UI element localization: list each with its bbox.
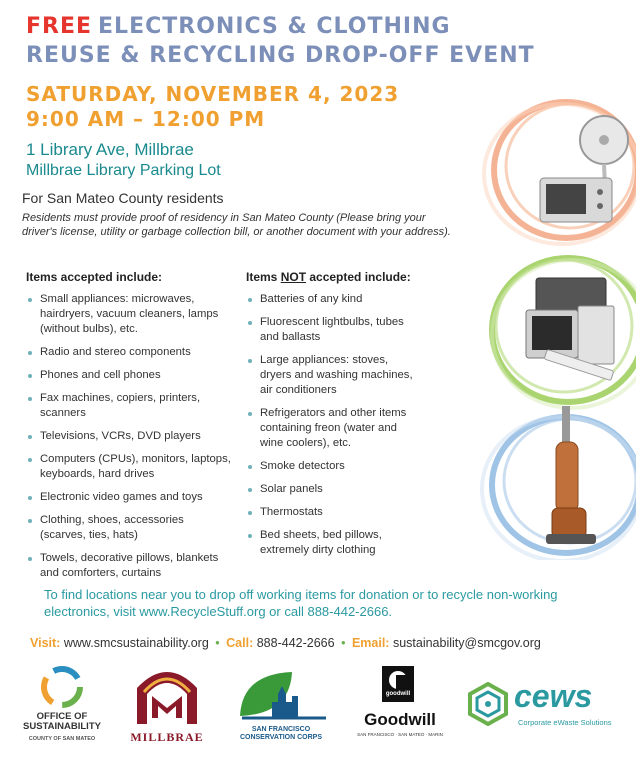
list-item [26,368,232,383]
goodwill-subtext: SAN FRANCISCO · SAN MATEO · MARIN [357,732,443,737]
bullet-icon [28,458,32,462]
toaster-oven-icon [540,178,612,222]
list-item [26,429,232,444]
list-item [246,528,422,558]
list-item-text: Electronic video games and toys [40,491,203,503]
event-address: 1 Library Ave, Millbrae [26,140,194,159]
accepted-column [26,270,232,589]
sustainability-logo-line2: SUSTAINABILITY [23,721,101,732]
event-date: SATURDAY, NOVEMBER 4, 2023 [26,82,400,106]
bullet-icon [248,412,252,416]
separator-dot: • [341,636,346,650]
decorative-rings-illustration [466,60,636,560]
bullet-icon [28,519,32,523]
sf-conservation-corps-logo [224,668,338,750]
visit-label: Visit: [30,636,61,650]
sustainability-swirl-icon [32,664,92,710]
not-accepted-list [246,292,422,558]
list-item-text: Fluorescent lightbulbs, tubes and ballasts [260,316,404,343]
list-item-text: Smoke detectors [260,460,345,472]
email-link[interactable]: sustainability@smcgov.org [392,636,541,650]
list-item-text: Televisions, VCRs, DVD players [40,430,201,442]
separator-dot: • [215,636,220,650]
bullet-icon [28,397,32,401]
not-accepted-column [246,270,422,566]
bullet-icon [248,298,252,302]
title-line-1-rest: ELECTRONICS & CLOTHING [98,14,451,39]
millbrae-logo [124,662,210,752]
list-item [26,292,232,337]
list-item-text: Small appliances: microwaves, hairdryers, vacuum cleaners, lamps (without bulbs), etc. [40,293,219,335]
sfcc-logo-line2: CONSERVATION CORPS [239,734,323,741]
bullet-icon [28,374,32,378]
accepted-heading: Items accepted include: [26,270,163,284]
event-place: Millbrae Library Parking Lot [26,162,221,179]
list-item-text: Radio and stereo components [40,346,191,358]
find-locations-text: To find locations near you to drop off working items for donation or to recycle non-working electronics, visit www.RecycleStuff.org or call 888-442-2666. [44,587,558,619]
list-item [26,513,232,543]
goodwill-face-icon [382,666,414,702]
bullet-icon [28,496,32,500]
list-item [26,551,232,581]
list-item-text: Large appliances: stoves, dryers and washing machines, air conditioners [260,354,413,396]
call-label: Call: [226,636,254,650]
list-item-text: Fax machines, copiers, printers, scanners [40,392,201,419]
call-number[interactable]: 888-442-2666 [256,636,335,650]
bullet-icon [28,351,32,355]
residency-note: Residents must provide proof of residency in San Mateo County (Please bring your driver's license, utility or garbage collection bill, or another document with your address). [22,212,451,238]
accepted-list [26,292,232,581]
list-item-text: Thermostats [260,506,323,518]
office-of-sustainability-logo [14,664,110,750]
bullet-icon [248,488,252,492]
vacuum-cleaner-icon [546,406,596,544]
not-accepted-heading-pre: Items [246,270,281,284]
list-item [246,459,422,474]
list-item [26,490,232,505]
goodwill-small-text: goodwill [385,691,411,697]
sustainability-logo-line3: COUNTY OF SAN MATEO [28,736,96,742]
title-line-2: REUSE & RECYCLING DROP-OFF EVENT [26,43,535,68]
list-item-text: Towels, decorative pillows, blankets and comforters, curtains [40,552,219,579]
bullet-icon [248,359,252,363]
not-accepted-heading-not: NOT [280,270,307,284]
sfcc-leaf-skyline-icon [232,668,332,722]
sfcc-logo-line1: SAN FRANCISCO [251,726,311,733]
residency-heading: For San Mateo County residents [22,190,224,206]
bullet-icon [248,534,252,538]
list-item-text: Bed sheets, bed pillows, extremely dirty clothing [260,529,382,556]
event-time: 9:00 AM – 12:00 PM [26,107,266,131]
sustainability-logo-line1: OFFICE OF [36,711,88,722]
email-label: Email: [351,636,390,650]
list-item [246,353,422,398]
not-accepted-heading [246,270,422,284]
bullet-icon [28,435,32,439]
list-item [26,391,232,421]
goodwill-logo-text: Goodwill [364,710,436,729]
computer-pile-icon [526,278,614,381]
cews-circuit-icon [466,682,510,726]
goodwill-logo [350,666,450,750]
not-accepted-heading-post: accepted include: [306,270,411,284]
millbrae-logo-text: MILLBRAE [130,730,204,744]
list-item [26,452,232,482]
list-item-text: Clothing, shoes, accessories (scarves, ties, hats) [40,514,184,541]
bullet-icon [248,321,252,325]
bullet-icon [28,557,32,561]
cews-subtext: Corporate eWaste Solutions [518,718,612,727]
list-item-text: Phones and cell phones [40,369,161,381]
free-label: FREE [26,14,93,39]
cews-logo [466,678,622,738]
list-item [26,345,232,360]
millbrae-arch-icon [132,662,202,726]
bullet-icon [248,465,252,469]
list-item [246,482,422,497]
contact-line [30,636,541,650]
cews-logo-text: cews [514,678,593,714]
visit-link[interactable]: www.smcsustainability.org [63,636,209,650]
bullet-icon [28,298,32,302]
list-item [246,292,422,307]
list-item-text: Computers (CPUs), monitors, laptops, keyboards, hard drives [40,453,231,480]
list-item [246,406,422,451]
bullet-icon [248,511,252,515]
list-item-text: Solar panels [260,483,323,495]
title-line-1 [26,14,451,39]
list-item-text: Refrigerators and other items containing freon (water and wine coolers), etc. [260,407,407,449]
list-item [246,315,422,345]
list-item [246,505,422,520]
list-item-text: Batteries of any kind [260,293,363,305]
